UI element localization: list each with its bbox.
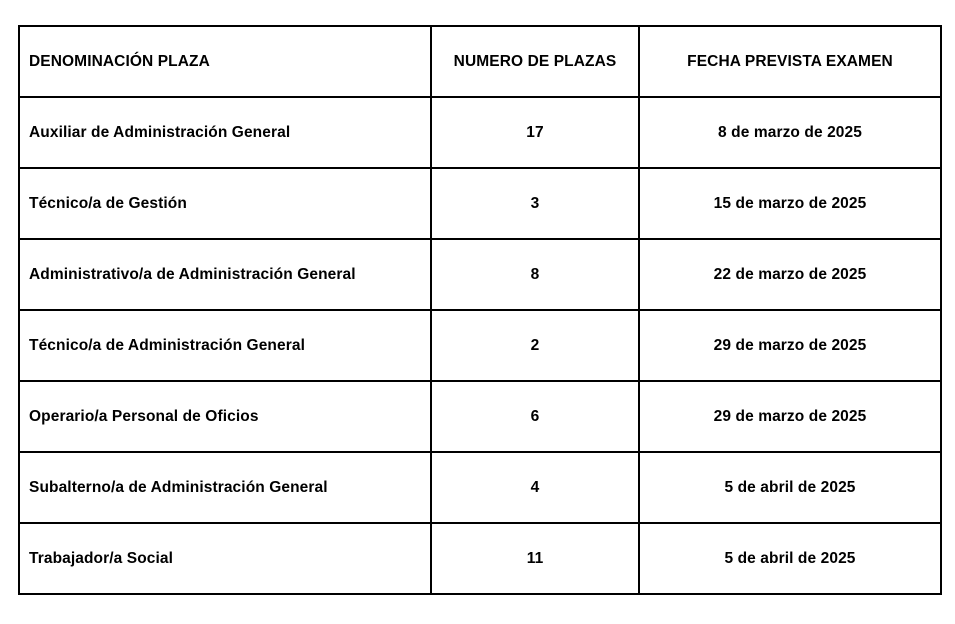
- table-body: [19, 97, 941, 594]
- table-row: [19, 523, 941, 594]
- cell-numero: 8: [431, 239, 639, 310]
- table-row: [19, 97, 941, 168]
- cell-plaza: Técnico/a de Administración General: [19, 310, 431, 381]
- table-header: [19, 26, 941, 97]
- header-row: [19, 26, 941, 97]
- cell-numero: 11: [431, 523, 639, 594]
- cell-fecha: 29 de marzo de 2025: [639, 381, 941, 452]
- cell-plaza: Subalterno/a de Administración General: [19, 452, 431, 523]
- cell-fecha: 22 de marzo de 2025: [639, 239, 941, 310]
- cell-fecha: 5 de abril de 2025: [639, 452, 941, 523]
- cell-plaza: Trabajador/a Social: [19, 523, 431, 594]
- cell-plaza: Auxiliar de Administración General: [19, 97, 431, 168]
- table-row: [19, 381, 941, 452]
- exam-schedule-table: [18, 25, 942, 595]
- cell-numero: 4: [431, 452, 639, 523]
- cell-fecha: 5 de abril de 2025: [639, 523, 941, 594]
- cell-fecha: 29 de marzo de 2025: [639, 310, 941, 381]
- column-header-fecha-prevista-examen: FECHA PREVISTA EXAMEN: [639, 26, 941, 97]
- table-row: [19, 452, 941, 523]
- column-header-denominacion-plaza: DENOMINACIÓN PLAZA: [19, 26, 431, 97]
- table-row: [19, 168, 941, 239]
- cell-numero: 17: [431, 97, 639, 168]
- table-row: [19, 239, 941, 310]
- cell-fecha: 15 de marzo de 2025: [639, 168, 941, 239]
- cell-plaza: Operario/a Personal de Oficios: [19, 381, 431, 452]
- column-header-numero-de-plazas: NUMERO DE PLAZAS: [431, 26, 639, 97]
- cell-plaza: Técnico/a de Gestión: [19, 168, 431, 239]
- table-row: [19, 310, 941, 381]
- cell-numero: 3: [431, 168, 639, 239]
- cell-numero: 6: [431, 381, 639, 452]
- cell-fecha: 8 de marzo de 2025: [639, 97, 941, 168]
- cell-numero: 2: [431, 310, 639, 381]
- cell-plaza: Administrativo/a de Administración General: [19, 239, 431, 310]
